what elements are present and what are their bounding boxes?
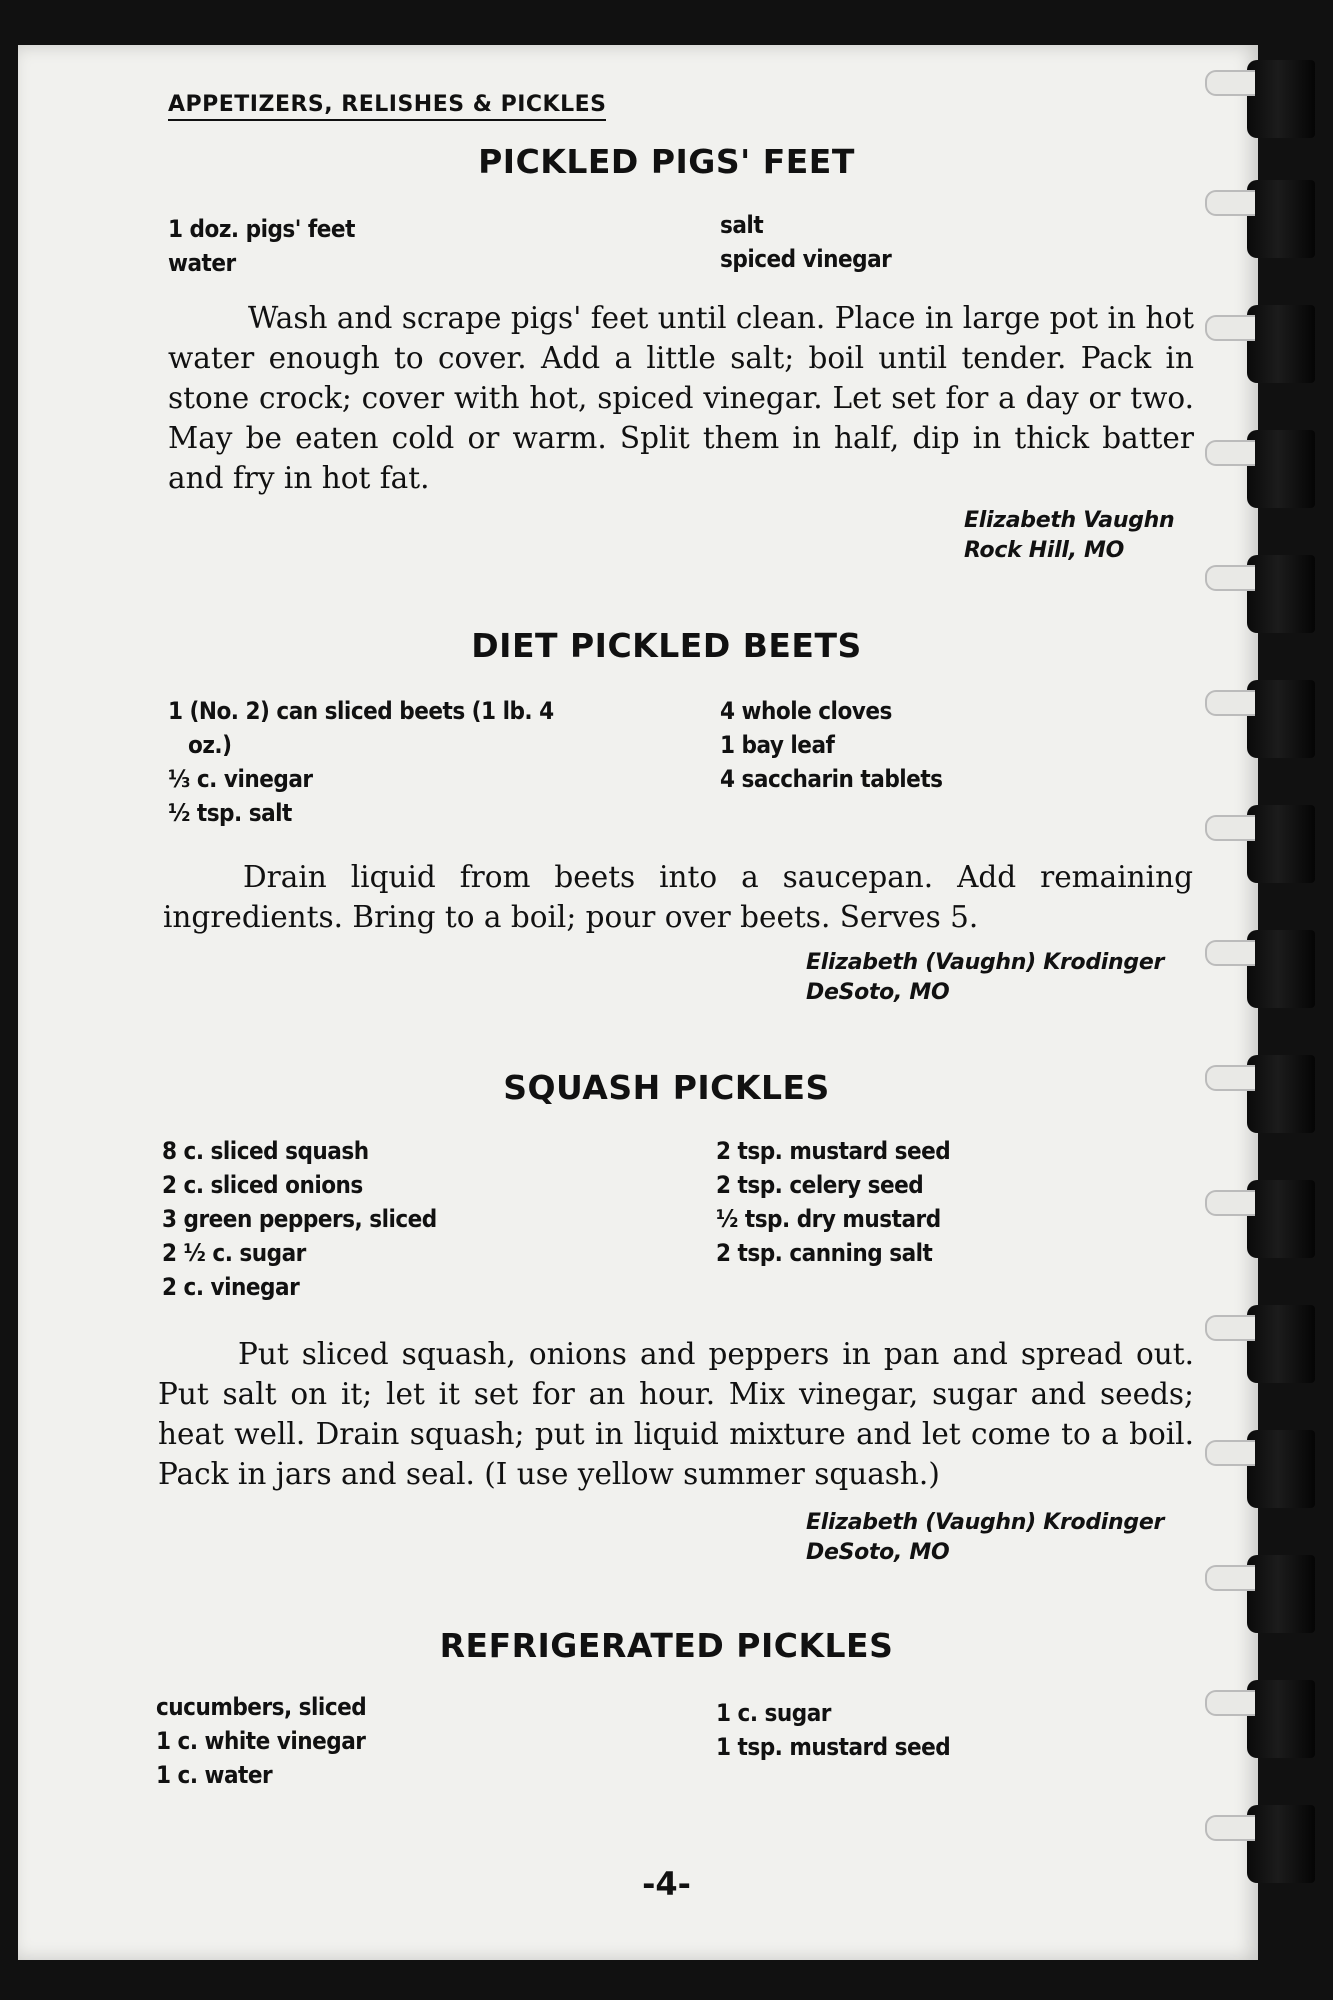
- ingredient: 2 ½ c. sugar: [162, 1239, 306, 1267]
- ingredient: 2 c. sliced onions: [162, 1171, 363, 1199]
- ingredient: 4 whole cloves: [720, 697, 892, 725]
- recipe-credit: [806, 948, 1164, 1008]
- ingredient: cucumbers, sliced: [156, 1693, 367, 1721]
- ingredient: 2 tsp. celery seed: [716, 1171, 924, 1199]
- credit-place: Rock Hill, MO: [964, 538, 1125, 563]
- recipe-directions: Put sliced squash, onions and peppers in pan and spread out. Put salt on it; let it set for an hour. Mix vinegar, sugar and seeds; heat well. Drain squash; put in liquid mixture and let come to a boil. Pack in jars and seal. (I use yellow summer squash.): [158, 1337, 1194, 1491]
- credit-place: DeSoto, MO: [806, 1540, 950, 1565]
- recipe-title: DIET PICKLED BEETS: [471, 626, 862, 665]
- recipe-directions: Drain liquid from beets into a saucepan. Add remaining ingredients. Bring to a boil; pour over beets. Serves 5.: [163, 860, 1193, 934]
- ingredients-right: [720, 208, 891, 276]
- binding-ring: [1247, 555, 1315, 633]
- binding-ring: [1247, 1305, 1315, 1383]
- ingredients-left: [162, 1134, 437, 1304]
- credit-name: Elizabeth (Vaughn) Krodinger: [806, 950, 1165, 975]
- ingredient: 2 tsp. mustard seed: [716, 1137, 951, 1165]
- ingredient: ½ tsp. salt: [168, 799, 292, 827]
- ingredient: 1 c. sugar: [716, 1699, 831, 1727]
- binding-ring: [1247, 680, 1315, 758]
- recipe-title: PICKLED PIGS' FEET: [478, 142, 855, 181]
- ingredient: ⅓ c. vinegar: [168, 765, 313, 793]
- credit-name: Elizabeth Vaughn: [964, 508, 1175, 533]
- ingredients-left: [156, 1690, 366, 1792]
- ingredient: oz.): [188, 731, 232, 759]
- ingredient: 8 c. sliced squash: [162, 1137, 369, 1165]
- section-header: APPETIZERS, RELISHES & PICKLES: [168, 92, 606, 121]
- ingredient: 1 c. water: [156, 1761, 273, 1789]
- recipe-directions: Wash and scrape pigs' feet until clean. Place in large pot in hot water enough to cover. Add a little salt; boil until tender. Pack in stone crock; cover with hot, spiced vinegar. Let set for a day or two. May be eaten cold or warm. Split them in half, dip in thick batter and fry in hot fat.: [168, 301, 1194, 495]
- ingredient: 1 bay leaf: [720, 731, 835, 759]
- binding-ring: [1247, 180, 1315, 258]
- binding-ring: [1247, 1430, 1315, 1508]
- ingredient: 1 doz. pigs' feet: [168, 215, 355, 243]
- binding-ring: [1247, 1680, 1315, 1758]
- ingredient: spiced vinegar: [720, 245, 892, 273]
- ingredients-right: [716, 1696, 950, 1764]
- ingredient: salt: [720, 211, 764, 239]
- ingredients-right: [716, 1134, 950, 1270]
- binding-ring: [1247, 805, 1315, 883]
- binding-ring: [1247, 1180, 1315, 1258]
- binding-ring: [1247, 930, 1315, 1008]
- ingredients-left: [168, 694, 554, 830]
- recipe-credit: [806, 1508, 1164, 1568]
- binding-ring: [1247, 1555, 1315, 1633]
- ingredient: water: [168, 249, 236, 277]
- binding-ring: [1247, 60, 1315, 138]
- binding-ring: [1247, 305, 1315, 383]
- ingredient: 4 saccharin tablets: [720, 765, 943, 793]
- ingredient: 1 (No. 2) can sliced beets (1 lb. 4: [168, 697, 554, 725]
- ingredient: 2 tsp. canning salt: [716, 1239, 933, 1267]
- binding-ring: [1247, 430, 1315, 508]
- ingredient: 2 c. vinegar: [162, 1273, 300, 1301]
- credit-place: DeSoto, MO: [806, 980, 950, 1005]
- ingredients-right: [720, 694, 943, 796]
- ingredients-left: [168, 212, 355, 280]
- recipe-title: REFRIGERATED PICKLES: [439, 1626, 894, 1665]
- recipe-title: SQUASH PICKLES: [503, 1068, 830, 1107]
- ingredient: 1 c. white vinegar: [156, 1727, 366, 1755]
- page-number: -4-: [642, 1865, 691, 1903]
- ingredient: 3 green peppers, sliced: [162, 1205, 437, 1233]
- recipe-credit: [964, 506, 1174, 566]
- ingredient: ½ tsp. dry mustard: [716, 1205, 941, 1233]
- spiral-binding: [1245, 40, 1315, 1960]
- credit-name: Elizabeth (Vaughn) Krodinger: [806, 1510, 1165, 1535]
- ingredient: 1 tsp. mustard seed: [716, 1733, 951, 1761]
